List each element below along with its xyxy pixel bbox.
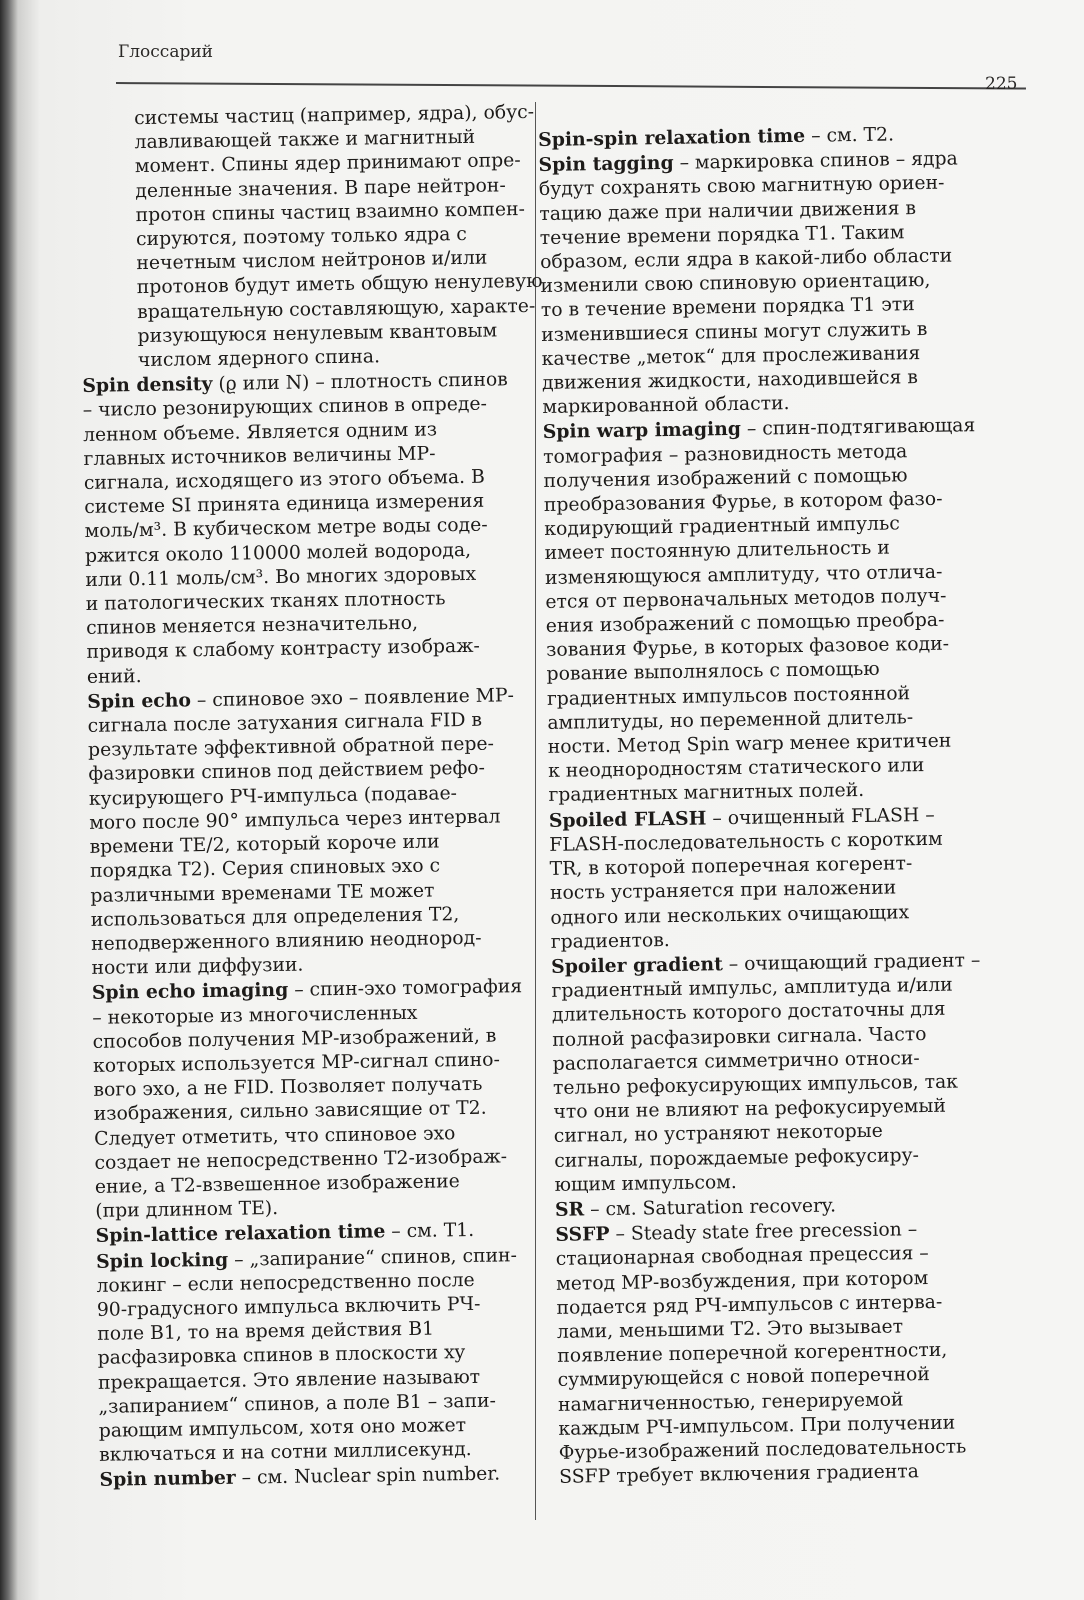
definition-line: использоваться для определения T2, — [90, 903, 460, 931]
definition-text: – спин-эхо томография — [288, 976, 523, 1002]
continuation-paragraph — [78, 101, 543, 374]
definition-text: – см. Nuclear spin number. — [235, 1463, 501, 1490]
text-line: протон спины частиц взаимно компен- — [135, 198, 526, 226]
definition-line: ность устраняется при наложении — [549, 877, 897, 905]
definition-line: сигнала после затухания сигнала FID в — [87, 709, 483, 738]
glossary-entry-ssfp — [555, 1216, 1019, 1490]
definition-line: одного или нескольких очищающих — [550, 901, 910, 929]
definition-line: сигналы, порождаемые рефокусиру- — [554, 1144, 920, 1172]
definition-text: – см. Saturation recovery. — [584, 1195, 837, 1221]
text-line: сируются, поэтому только ядра с — [135, 223, 468, 251]
glossary-term: Spoiler gradient — [551, 953, 723, 978]
glossary-entry-spin-echo — [87, 683, 544, 982]
definition-line: то в течение времени порядка T1 эти — [540, 294, 915, 322]
glossary-term: Spin-spin relaxation time — [538, 124, 806, 151]
glossary-entry-spoiled-flash — [549, 801, 1011, 954]
definition-text: – спиновое эхо – появление МР- — [190, 685, 515, 712]
definition-text: – „запирание“ спинов, спин- — [228, 1244, 518, 1271]
definition-line: изменили свою спиновую ориентацию, — [540, 270, 931, 298]
definition-line: располагается симметрично относи- — [552, 1047, 920, 1075]
definition-line: градиентных магнитных полей. — [548, 780, 865, 807]
definition-line: 90-градусного импульса включить РЧ- — [96, 1293, 481, 1321]
definition-line: или 0.11 моль/см³. Во многих здоровых — [85, 563, 477, 591]
definition-line: метод МР-возбуждения, при котором — [555, 1267, 929, 1295]
definition-line: тельно рефокусирующих импульсов, так — [552, 1071, 959, 1099]
glossary-term: Spin echo — [87, 689, 192, 713]
definition-line: ется от первоначальных методов получ- — [545, 585, 947, 613]
definition-line: вого эхо, а не FID. Позволяет получать — [93, 1073, 483, 1102]
definition-line: преобразования Фурье, в котором фазо- — [543, 488, 943, 516]
definition-line: кусирующего РЧ-импульса (подавае- — [88, 782, 458, 810]
definition-line: приводя к слабому контрасту изображ- — [86, 636, 480, 664]
glossary-term: SR — [554, 1198, 585, 1221]
definition-line: изображения, сильно зависящие от T2. — [93, 1098, 487, 1126]
definition-line: ленном объеме. Является одним из — [82, 419, 438, 446]
definition-text: (ϱ или N) – плотность спинов — [212, 369, 508, 396]
definition-line: изменившиеся спины могут служить в — [541, 318, 928, 346]
text-line: вращательную составляющую, характе- — [137, 295, 536, 323]
definition-line: каждым РЧ-импульсом. При получении — [558, 1412, 956, 1440]
definition-line: градиентных импульсов постоянной — [546, 682, 911, 710]
definition-line: тацию даже при наличии движения в — [539, 197, 917, 225]
definition-text: – см. T2. — [804, 124, 895, 147]
definition-line: системе SI принята единица измерения — [84, 490, 485, 519]
definition-text: – спин-подтягивающая — [740, 415, 976, 441]
definition-line: Следует отметить, что спиновое эхо — [94, 1122, 456, 1150]
definition-line: рование выполнялось с помощью — [546, 659, 880, 686]
definition-text: – см. T1. — [385, 1220, 475, 1243]
text-line: лавливающей также и магнитный — [134, 126, 476, 154]
glossary-entry-spin-echo-imaging — [92, 974, 548, 1224]
left-column — [78, 101, 552, 1494]
definition-line: различными временами TE может — [90, 880, 435, 907]
definition-line: ения изображений с помощью преобра- — [545, 609, 945, 637]
definition-line: ений. — [86, 665, 142, 688]
glossary-term: Spin density — [82, 373, 213, 398]
text-line: протонов будут иметь общую ненулевую — [136, 271, 543, 299]
definition-line: ности. Метод Spin warp менее критичен — [547, 730, 952, 759]
running-header-title: Глоссарий — [118, 42, 214, 62]
definition-line: что они не влияют на рефокусируемый — [553, 1095, 947, 1124]
definition-line: времени TE/2, который короче или — [89, 831, 440, 859]
glossary-entry-spoiler-gradient — [551, 948, 1015, 1198]
glossary-term: Spin locking — [95, 1248, 229, 1273]
definition-line: которых используется МР-сигнал спино- — [92, 1049, 501, 1077]
page-number: 225 — [985, 74, 1018, 94]
definition-line: поле B1, то на время действия B1 — [97, 1318, 435, 1346]
definition-line: ющим импульсом. — [554, 1171, 737, 1196]
definition-line: зования Фурье, в которых фазовое коди- — [546, 633, 950, 662]
definition-line: „запиранием“ спинов, а поле B1 – запи- — [98, 1390, 497, 1418]
header-rule — [116, 82, 1026, 90]
text-line: момент. Спины ядер принимают опре- — [134, 150, 521, 178]
definition-line: имеет постоянную длительность и — [544, 537, 890, 565]
definition-line: качестве „меток“ для прослеживания — [541, 342, 921, 370]
definition-line: к неоднородностям статического или — [547, 755, 925, 783]
definition-line: томография – разновидность метода — [543, 440, 908, 468]
glossary-entry-spin-tagging — [538, 146, 1002, 420]
definition-text: – Steady state free precession – — [609, 1219, 918, 1246]
glossary-term: Spin tagging — [538, 152, 674, 177]
definition-line: изменяющуюся амплитуду, что отлича- — [544, 561, 943, 589]
definition-line: неподверженного влиянию неоднород- — [90, 927, 482, 955]
definition-line: будут сохранять свою магнитную ориен- — [538, 173, 945, 201]
glossary-term: Spoiled FLASH — [548, 807, 707, 832]
text-line: нечетным числом нейтронов и/или — [136, 247, 488, 275]
definition-line: главных источников величины МР- — [83, 443, 436, 470]
definition-line: результате эффективной обратной пере- — [87, 733, 495, 762]
glossary-entry-spin-locking — [96, 1242, 551, 1468]
glossary-term: SSFP — [555, 1223, 610, 1247]
definition-line: – число резонирующих спинов в опреде- — [82, 394, 488, 422]
glossary-term: Spin number — [99, 1467, 236, 1492]
definition-line: ение, а T2-взвешенное изображение — [94, 1171, 460, 1198]
definition-line: градиентов. — [550, 929, 670, 953]
definition-line: создает не непосредственно T2-изображ- — [94, 1146, 508, 1174]
definition-line: SSFP требует включения градиента — [559, 1461, 920, 1489]
definition-line: кодирующий градиентный импульс — [544, 513, 900, 541]
definition-line: длительность которого достаточны для — [551, 999, 946, 1027]
glossary-entry-spin-density — [82, 367, 539, 690]
text-line: ризующуюся ненулевым квантовым — [137, 320, 498, 347]
definition-line: течение времени порядка T1. Таким — [539, 222, 905, 249]
definition-line: – некоторые из многочисленных — [92, 1002, 418, 1029]
definition-line: фазировки спинов под действием рефо- — [88, 758, 486, 786]
definition-text: – очищенный FLASH – — [706, 804, 935, 830]
definition-line: порядка T2). Серия спиновых эхо с — [89, 855, 441, 883]
definition-line: и патологических тканях плотность — [85, 588, 446, 615]
definition-line: локинг – если непосредственно после — [96, 1269, 475, 1297]
definition-line: движения жидкости, находившейся в — [541, 367, 919, 394]
definition-line: спинов меняется незначительно, — [86, 612, 419, 640]
definition-text: – маркировка спинов – ядра — [673, 148, 958, 175]
definition-line: включаться и на сотни миллисекунд. — [99, 1439, 472, 1467]
definition-line: маркированной области. — [542, 393, 790, 419]
definition-line: сигнала, исходящего из этого объема. В — [83, 466, 486, 494]
definition-line: (при длинном TE). — [95, 1198, 279, 1223]
right-column — [538, 121, 1019, 1490]
text-line: системы частиц (например, ядра), обус- — [134, 101, 535, 130]
definition-line: TR, в которой поперечная когерент- — [549, 853, 913, 881]
definition-line: FLASH-последовательность с коротким — [549, 828, 943, 856]
definition-line: стационарная свободная прецессия – — [555, 1243, 929, 1271]
definition-line: суммирующейся с новой поперечной — [557, 1364, 931, 1392]
text-line: деленные значения. В паре нейтрон- — [135, 174, 506, 202]
definition-text: – очищающий градиент – — [722, 950, 981, 976]
glossary-term: Spin-lattice relaxation time — [95, 1220, 386, 1248]
definition-line: амплитуды, но переменной длитель- — [547, 707, 914, 734]
definition-line: намагниченностью, генерируемой — [557, 1388, 904, 1416]
glossary-term: Spin echo imaging — [91, 979, 289, 1005]
glossary-term: Spin warp imaging — [542, 418, 742, 444]
definition-line: образом, если ядра в какой-либо области — [539, 245, 953, 273]
definition-line: Фурье-изображений последовательность — [558, 1436, 967, 1464]
definition-line: рающим импульсом, хотя оно может — [98, 1415, 467, 1442]
definition-line: подается ряд РЧ-импульсов с интерва- — [556, 1291, 943, 1319]
definition-line: способов получения МР-изображений, в — [92, 1025, 497, 1053]
text-line: числом ядерного спина. — [137, 346, 381, 372]
definition-line: прекращается. Это явление называют — [97, 1366, 481, 1394]
definition-line: моль/м³. В кубическом метре воды соде- — [84, 515, 488, 543]
definition-line: лами, меньшими T2. Это вызывает — [556, 1316, 904, 1343]
definition-line: ржится около 110000 молей водорода, — [84, 539, 472, 567]
definition-line: появление поперечной когерентности, — [557, 1339, 948, 1368]
definition-line: сигнал, но устраняют некоторые — [553, 1121, 883, 1148]
definition-line: градиентный импульс, амплитуда и/или — [551, 974, 953, 1003]
definition-line: расфазировка спинов в плоскости xy — [97, 1342, 466, 1370]
glossary-entry-spin-warp-imaging — [543, 413, 1009, 808]
definition-line: мого после 90° импульса через интервал — [89, 806, 501, 834]
definition-line: полной расфазировки сигнала. Часто — [552, 1023, 927, 1051]
definition-line: ности или диффузии. — [91, 954, 304, 980]
definition-line: получения изображений с помощью — [543, 465, 908, 492]
entry-first-line — [99, 1461, 551, 1493]
